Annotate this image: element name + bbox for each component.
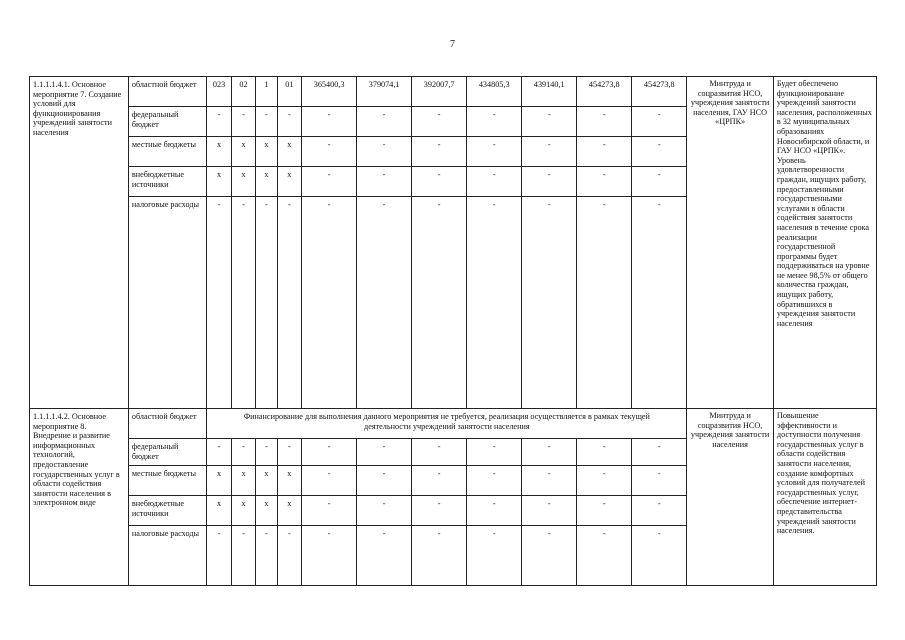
value-cell: 023 xyxy=(207,77,231,107)
value-cell: - xyxy=(632,197,687,409)
value-cell: - xyxy=(277,439,301,466)
value-cell: x xyxy=(256,167,277,197)
value-cell: - xyxy=(302,526,357,586)
value-cell: - xyxy=(412,439,467,466)
value-cell: 01 xyxy=(277,77,301,107)
value-cell: - xyxy=(277,526,301,586)
value-cell: - xyxy=(256,439,277,466)
funding-source: внебюджетные источники xyxy=(128,496,206,526)
value-cell: - xyxy=(207,439,231,466)
value-cell: - xyxy=(357,167,412,197)
value-cell: - xyxy=(412,496,467,526)
funding-note: Финансирование для выполнения данного мероприятия не требуется, реализация осуществляется в рамках текущей деятельности учреждений занятости населения xyxy=(207,409,687,439)
value-cell: - xyxy=(467,526,522,586)
value-cell: 365400,3 xyxy=(302,77,357,107)
funding-source: областной бюджет xyxy=(128,409,206,439)
value-cell: - xyxy=(467,107,522,137)
value-cell: - xyxy=(522,197,577,409)
value-cell: - xyxy=(412,466,467,496)
value-cell: x xyxy=(256,496,277,526)
value-cell: - xyxy=(467,137,522,167)
value-cell: - xyxy=(302,496,357,526)
value-cell: - xyxy=(632,439,687,466)
funding-source: местные бюджеты xyxy=(128,137,206,167)
funding-source: федеральный бюджет xyxy=(128,439,206,466)
value-cell: - xyxy=(412,167,467,197)
value-cell: - xyxy=(302,439,357,466)
value-cell: - xyxy=(577,439,632,466)
table-row xyxy=(30,409,877,439)
value-cell: - xyxy=(357,439,412,466)
value-cell: - xyxy=(577,496,632,526)
funding-source: местные бюджеты xyxy=(128,466,206,496)
value-cell: - xyxy=(632,526,687,586)
value-cell: - xyxy=(357,496,412,526)
value-cell: x xyxy=(256,137,277,167)
value-cell: - xyxy=(467,167,522,197)
value-cell: 454273,8 xyxy=(577,77,632,107)
value-cell: - xyxy=(632,496,687,526)
value-cell: - xyxy=(357,466,412,496)
value-cell: - xyxy=(256,107,277,137)
value-cell: x xyxy=(207,137,231,167)
value-cell: - xyxy=(277,107,301,137)
value-cell: x xyxy=(231,137,255,167)
value-cell: - xyxy=(412,107,467,137)
table-row xyxy=(30,77,877,107)
value-cell: - xyxy=(231,197,255,409)
value-cell: 02 xyxy=(231,77,255,107)
funding-source: федеральный бюджет xyxy=(128,107,206,137)
value-cell: - xyxy=(357,107,412,137)
value-cell: x xyxy=(207,496,231,526)
value-cell: - xyxy=(256,197,277,409)
value-cell: - xyxy=(467,496,522,526)
value-cell: - xyxy=(577,466,632,496)
page-number: 7 xyxy=(450,39,455,50)
value-cell: - xyxy=(632,167,687,197)
value-cell: - xyxy=(467,466,522,496)
value-cell: - xyxy=(522,466,577,496)
expected-result: Будет обеспечено функционирование учреждений занятости населения, расположенных в 32 муниципальных образованиях Новосибирской области, и ГАУ НСО «ЦРПК». Уровень удовлетворенности граждан, ищущих работу, предоставленными государственными услугами в области содействия занятости населения в течение срока реализации государственной программы будет поддерживаться на уровне не менее 98,5% от общего количества граждан, ищущих работу, обратившихся в учреждения занятости населения xyxy=(773,77,876,409)
value-cell: - xyxy=(231,107,255,137)
measure-name: 1.1.1.1.4.2. Основное мероприятие 8. Внедрение и развитие информационных технологий, предоставление государственных услуг в области содействия занятости населения в электронном виде xyxy=(30,409,129,586)
program-table xyxy=(29,76,877,586)
value-cell: x xyxy=(231,496,255,526)
value-cell: - xyxy=(302,167,357,197)
value-cell: - xyxy=(231,526,255,586)
value-cell: x xyxy=(256,466,277,496)
executor: Минтруда и соцразвития НСО, учреждения занятости населения, ГАУ НСО «ЦРПК» xyxy=(687,77,774,409)
value-cell: x xyxy=(277,167,301,197)
value-cell: - xyxy=(522,526,577,586)
value-cell: x xyxy=(207,466,231,496)
value-cell: 434805,3 xyxy=(467,77,522,107)
value-cell: 1 xyxy=(256,77,277,107)
value-cell: - xyxy=(207,107,231,137)
value-cell: x xyxy=(277,466,301,496)
value-cell: - xyxy=(467,197,522,409)
funding-source: областной бюджет xyxy=(128,77,206,107)
value-cell: - xyxy=(577,137,632,167)
value-cell: 379074,1 xyxy=(357,77,412,107)
value-cell: x xyxy=(231,167,255,197)
value-cell: - xyxy=(632,107,687,137)
value-cell: - xyxy=(522,107,577,137)
value-cell: - xyxy=(412,197,467,409)
funding-source: налоговые расходы xyxy=(128,197,206,409)
value-cell: 454273,8 xyxy=(632,77,687,107)
value-cell: - xyxy=(632,137,687,167)
value-cell: - xyxy=(302,107,357,137)
value-cell: - xyxy=(302,466,357,496)
value-cell: x xyxy=(207,167,231,197)
value-cell: - xyxy=(357,137,412,167)
value-cell: - xyxy=(412,526,467,586)
value-cell: - xyxy=(577,526,632,586)
value-cell: - xyxy=(357,526,412,586)
value-cell: - xyxy=(522,496,577,526)
value-cell: - xyxy=(522,137,577,167)
value-cell: - xyxy=(577,107,632,137)
value-cell: - xyxy=(577,167,632,197)
executor: Минтруда и соцразвития НСО, учреждения занятости населения xyxy=(687,409,774,586)
value-cell: - xyxy=(256,526,277,586)
value-cell: x xyxy=(231,466,255,496)
value-cell: - xyxy=(357,197,412,409)
value-cell: - xyxy=(302,197,357,409)
value-cell: 392007,7 xyxy=(412,77,467,107)
value-cell: - xyxy=(231,439,255,466)
value-cell: - xyxy=(277,197,301,409)
funding-source: налоговые расходы xyxy=(128,526,206,586)
value-cell: - xyxy=(522,167,577,197)
value-cell: - xyxy=(522,439,577,466)
value-cell: - xyxy=(412,137,467,167)
value-cell: - xyxy=(207,197,231,409)
value-cell: - xyxy=(632,466,687,496)
value-cell: - xyxy=(577,197,632,409)
expected-result: Повышение эффективности и доступности получения государственных услуг в области содействия занятости населения, создание комфортных условий для получателей государственных услуг, обеспечение интернет-представительства учреждений занятости населения. xyxy=(773,409,876,586)
measure-name: 1.1.1.1.4.1. Основное мероприятие 7. Создание условий для функционирования учреждений занятости населения xyxy=(30,77,129,409)
value-cell: x xyxy=(277,496,301,526)
value-cell: - xyxy=(302,137,357,167)
funding-source: внебюджетные источники xyxy=(128,167,206,197)
value-cell: 439140,1 xyxy=(522,77,577,107)
value-cell: x xyxy=(277,137,301,167)
value-cell: - xyxy=(467,439,522,466)
value-cell: - xyxy=(207,526,231,586)
